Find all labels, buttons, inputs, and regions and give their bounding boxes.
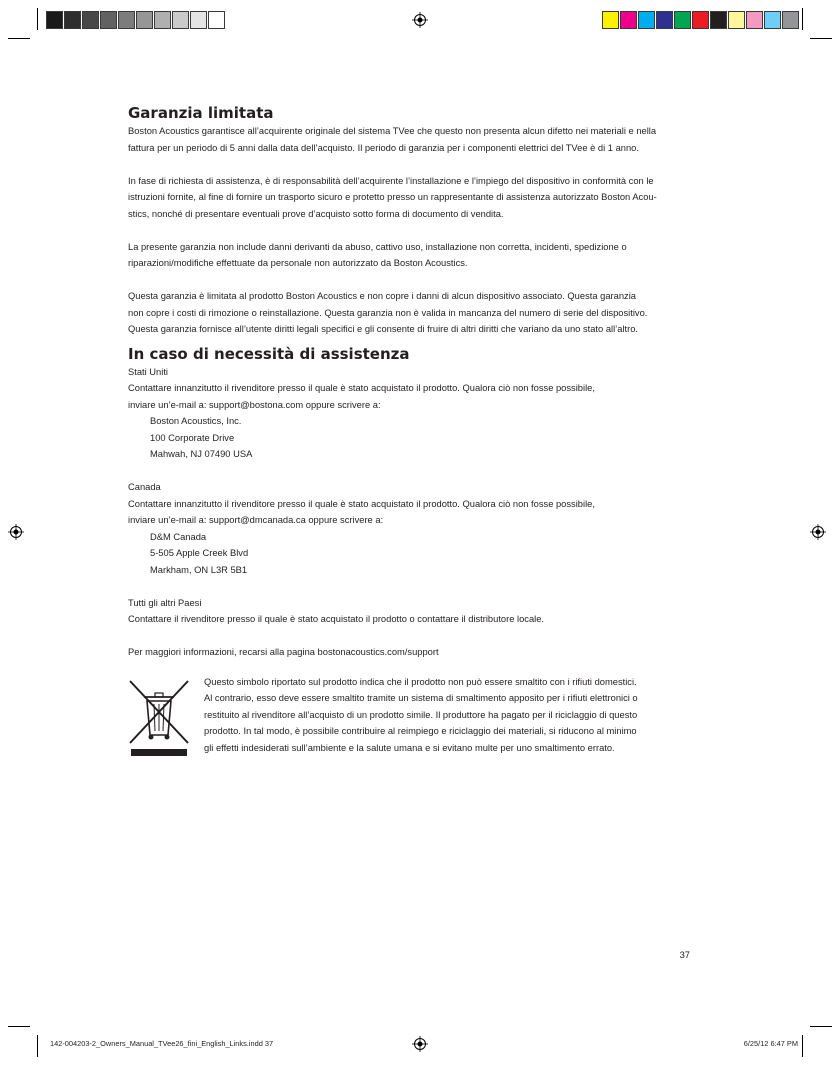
- crop-mark: [810, 1026, 832, 1027]
- registration-mark-icon: [412, 1036, 428, 1052]
- gray-swatch: [154, 11, 171, 29]
- crop-mark: [8, 38, 30, 39]
- crop-mark: [810, 38, 832, 39]
- service-other-block: Tutti gli altri Paesi Contattare il rivenditore presso il quale è stato acquistato il prodotto o contattare il distributore locale.: [128, 597, 545, 624]
- gray-swatch: [64, 11, 81, 29]
- color-swatch: [692, 11, 709, 29]
- slug-date: 6/25/12 6:47 PM: [743, 1039, 798, 1048]
- warranty-paragraph-3: La presente garanzia non include danni derivanti da abuso, cattivo uso, installazione non corretta, incidenti, spedizione o riparazioni/modifiche effettuate da personale non autorizzato da Boston Acoustics.: [128, 241, 627, 268]
- gray-swatch: [82, 11, 99, 29]
- color-swatch: [764, 11, 781, 29]
- registration-mark-icon: [8, 524, 24, 540]
- page-content: [128, 104, 693, 764]
- service-canada-address: D&M Canada 5-505 Apple Creek Blvd Markham, ON L3R 5B1: [150, 531, 249, 575]
- service-us-label: Stati Uniti: [128, 366, 168, 377]
- registration-mark-icon: [412, 12, 428, 28]
- gray-swatch: [172, 11, 189, 29]
- gray-swatch: [46, 11, 63, 29]
- service-us-address: Boston Acoustics, Inc. 100 Corporate Drive Mahwah, NJ 07490 USA: [150, 416, 253, 459]
- registration-mark-icon: [810, 524, 826, 540]
- color-swatch: [782, 11, 799, 29]
- warranty-heading: Garanzia limitata: [128, 104, 274, 122]
- crop-mark: [37, 8, 38, 30]
- crossed-bin-icon: [128, 679, 190, 759]
- color-swatch: [638, 11, 655, 29]
- warranty-paragraph-2: In fase di richiesta di assistenza, è di responsabilità dell’acquirente l’installazione e l’impiego del dispositivo in conformità con le istruzioni fornite, al fine di fornire un trasporto sicuro e protetto presso un rappresentante di assistenza autorizzato Boston Acou- stics, nonché di presentare eventuali prove d’acquisto sotto forma di documento di vendita.: [128, 175, 657, 219]
- service-us-block: Stati Uniti Contattare innanzitutto il rivenditore presso il quale è stato acquistato il prodotto. Qualora ciò non fosse possibile, inviare un’e-mail a: support@bostona.com oppure scrivere a:: [128, 366, 595, 410]
- color-swatch: [728, 11, 745, 29]
- page-number: 37: [679, 950, 690, 960]
- warranty-paragraph-1: Boston Acoustics garantisce all’acquirente originale del sistema TVee che questo non presenta alcun difetto nei materiali e nella fattura per un periodo di 5 anni dalla data dell’acquisto. Il periodo di garanzia per i componenti elettrici del TVee è di 1 anno.: [128, 126, 657, 153]
- color-swatch: [674, 11, 691, 29]
- color-swatch: [710, 11, 727, 29]
- weee-notice: [128, 674, 693, 764]
- gray-swatch: [118, 11, 135, 29]
- crop-mark: [802, 8, 803, 30]
- color-swatch: [602, 11, 619, 29]
- more-info-text: Per maggiori informazioni, recarsi alla pagina bostonacoustics.com/support: [128, 647, 439, 657]
- crop-mark: [37, 1035, 38, 1057]
- service-canada-label: Canada: [128, 482, 161, 492]
- gray-swatch: [190, 11, 207, 29]
- crop-mark: [8, 1026, 30, 1027]
- slug-filename: 142-004203-2_Owners_Manual_TVee26_fini_English_Links.indd 37: [50, 1039, 274, 1048]
- service-other-label: Tutti gli altri Paesi: [128, 597, 202, 608]
- service-heading: In caso di necessità di assistenza: [128, 344, 410, 363]
- service-canada-block: Canada Contattare innanzitutto il rivenditore presso il quale è stato acquistato il prodotto. Qualora ciò non fosse possibile, inviare un’e-mail a: support@dmcanada.ca oppure scrivere a:: [128, 482, 595, 525]
- gray-swatch: [100, 11, 117, 29]
- color-swatch: [656, 11, 673, 29]
- color-swatch: [620, 11, 637, 29]
- cmyk-color-bar: [602, 11, 800, 30]
- grayscale-color-bar: [46, 11, 226, 30]
- weee-description: Questo simbolo riportato sul prodotto indica che il prodotto non può essere smaltito con i rifiuti domestici. Al contrario, esso deve essere smaltito tramite un sistema di smaltimento apposito per i rifiuti elettronici o restituito al rivenditore all’acquisto di un prodotto simile. Il produttore ha pagato per il riciclaggio di questo prodotto. In tal modo, è possibile contribuire al reimpiego e riciclaggio dei materiali, si riducono al minimo gli effetti indesiderati sull’ambiente e la salute umana e si evitano multe per uno smaltimento errato.: [204, 676, 638, 753]
- gray-swatch: [208, 11, 225, 29]
- warranty-paragraph-4: Questa garanzia è limitata al prodotto Boston Acoustics e non copre i danni di alcun dispositivo associato. Questa garanzia non copre i costi di rimozione o reinstallazione. Questa garanzia non è valida in mancanza del numero di serie del dispositivo. Questa garanzia fornisce all’utente diritti legali specifici e gli consente di fruire di altri diritti che variano da uno stato all’altro.: [128, 291, 648, 334]
- color-swatch: [746, 11, 763, 29]
- gray-swatch: [136, 11, 153, 29]
- crop-mark: [802, 1035, 803, 1057]
